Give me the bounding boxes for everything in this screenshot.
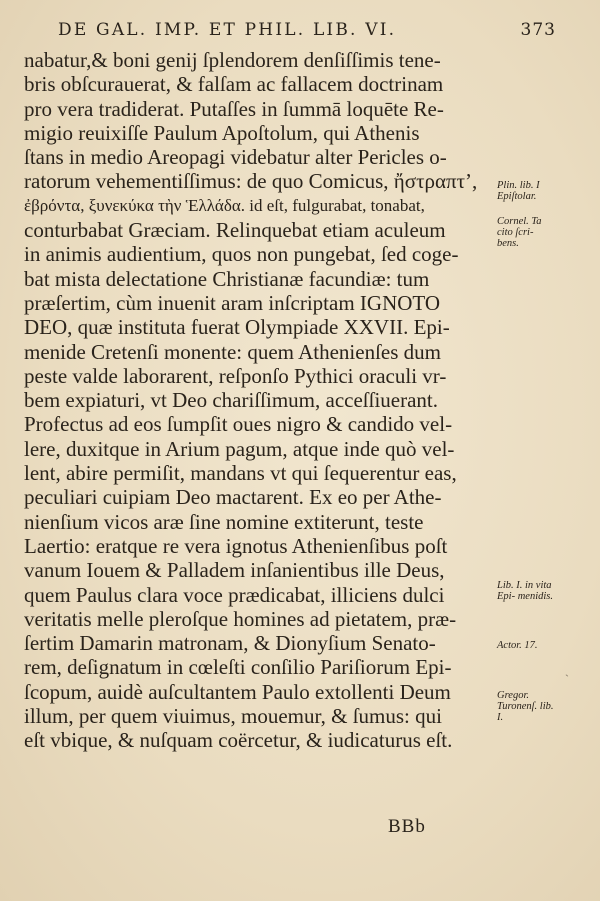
text-line: vanum Iouem & Palladem inſanientibus ille Deus, [24, 558, 445, 583]
text-line: ratorum vehementiſſimus: de quo Comicus, ἤστραπτ’, [24, 169, 478, 194]
margin-note: Gregor. Turonenſ. lib. I. [497, 690, 554, 723]
text-line: illum, per quem viuimus, mouemur, & ſumus: qui [24, 704, 442, 729]
text-line: veritatis melle pleroſque homines ad pietatem, præ- [24, 606, 457, 631]
text-line: conturbabat Græciam. Relinquebat etiam aculeum [24, 218, 446, 243]
text-line: DEO, quæ instituta fuerat Olympiade XXVII. Epi- [24, 315, 450, 340]
margin-note: Actor. 17. [497, 640, 538, 651]
text-line: lere, duxitque in Arium pagum, atque inde quò vel- [24, 436, 455, 461]
text-line: rem, deſignatum in cœleſti conſilio Pariſiorum Epi- [24, 655, 452, 680]
text-line: ſertim Damarin matronam, & Dionyſium Senato- [24, 631, 436, 656]
text-line: quem Paulus clara voce prædicabat, illiciens dulci [24, 582, 445, 607]
margin-note: Lib. I. in vita Epi- menidis. [497, 580, 553, 602]
margin-note: Plin. lib. I Epiſtolar. [497, 180, 540, 202]
text-line: bat mista delectatione Christianæ facundiæ: tum [24, 266, 430, 291]
text-line: bem expiaturi, vt Deo chariſſimum, acceſſiuerant. [24, 388, 439, 413]
text-line: lent, abire permiſit, mandans vt qui ſequerentur eas, [24, 461, 457, 486]
text-line: eſt vbique, & nuſquam coërcetur, & iudicaturus eſt. [24, 728, 453, 753]
text-line: peculiari cuipiam Deo mactarent. Ex eo per Athe- [24, 485, 442, 510]
page-number: 373 [520, 20, 556, 40]
text-line: migio reuixiſſe Paulum Apoſtolum, qui Athenis [24, 120, 420, 145]
text-line: Laertio: eratque re vera ignotus Athenienſibus poſt [24, 533, 448, 558]
margin-note: Cornel. Ta cito ſcri- bens. [497, 216, 542, 249]
text-line: Profectus ad eos ſumpſit oues nigro & candido vel- [24, 412, 453, 437]
text-line: nabatur,& boni genij ſplendorem denſiſſimis tene- [24, 48, 441, 72]
text-line: præſertim, cùm inuenit aram inſcriptam IGNOTO [24, 290, 441, 315]
text-line: in animis audientium, quos non pungebat, ſed coge- [24, 242, 459, 267]
text-line: ἐβρόντα, ξυνεκύκα τὴν Ἑλλάδα. id eſt, fulgurabat, tonabat, [24, 195, 425, 215]
body-text [24, 48, 494, 753]
text-line: ſcopum, auidè auſcultantem Paulo extollenti Deum [24, 679, 451, 704]
signature-mark: BBb [388, 816, 426, 837]
margin-symbol: ˎ [565, 663, 569, 677]
text-line: menide Cretenſi monente: quem Athenienſes dum [24, 339, 441, 364]
running-title: DE GAL. IMP. ET PHIL. LIB. VI. [58, 20, 397, 40]
text-line: peste valde laborarent, reſponſo Pythici oraculi vr- [24, 363, 447, 388]
text-line: ſtans in medio Areopagi videbatur alter Pericles o- [24, 145, 447, 170]
text-line: nienſium vicos aræ ſine nomine extiterunt, teste [24, 509, 424, 534]
text-line: pro vera tradiderat. Putaſſes in ſummā loquēte Re- [24, 96, 444, 121]
text-line: bris obſcurauerat, & falſam ac fallacem doctrinam [24, 72, 444, 97]
